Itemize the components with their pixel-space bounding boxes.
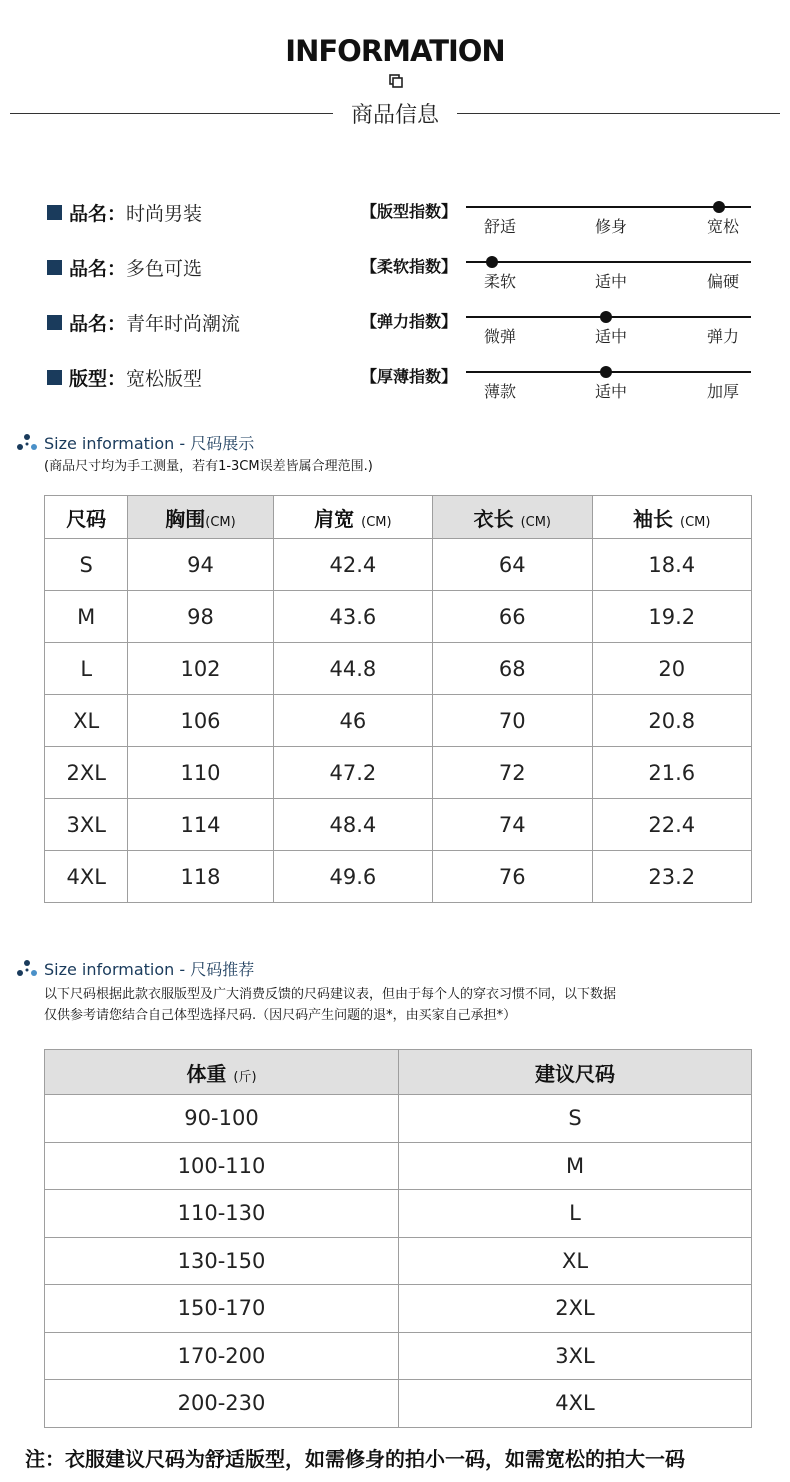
table-row — [45, 1332, 752, 1380]
table-cell: 3XL — [399, 1332, 752, 1380]
scale-option: 微弹 — [484, 327, 517, 346]
scale-option: 加厚 — [707, 382, 740, 401]
table-cell: 170-200 — [45, 1332, 399, 1380]
scale-option: 舒适 — [484, 217, 517, 236]
table-cell: 130-150 — [45, 1237, 399, 1285]
table-cell: 100-110 — [45, 1142, 399, 1190]
subtitle-row — [0, 98, 790, 128]
table-cell: S — [45, 539, 128, 591]
attribute-key: 版型： — [69, 368, 127, 390]
table-cell: 90-100 — [45, 1095, 399, 1143]
attribute-value: 多色可选 — [126, 258, 203, 280]
table-row — [45, 695, 752, 747]
fan-icon — [16, 434, 38, 452]
table-cell: 23.2 — [592, 851, 751, 903]
table-row — [45, 643, 752, 695]
table-cell: 43.6 — [273, 591, 432, 643]
table-row — [45, 851, 752, 903]
table-cell: 20 — [592, 643, 751, 695]
scale-option: 弹力 — [707, 327, 740, 346]
table-row — [45, 591, 752, 643]
attribute-key: 品名： — [69, 203, 127, 225]
attribute-value: 宽松版型 — [126, 368, 203, 390]
attribute-row — [47, 254, 202, 281]
table-cell: 98 — [128, 591, 273, 643]
attribute-value: 青年时尚潮流 — [126, 313, 241, 335]
table-cell: L — [45, 643, 128, 695]
table-cell: 4XL — [399, 1380, 752, 1428]
table-cell: 2XL — [45, 747, 128, 799]
attribute-key: 品名： — [69, 258, 127, 280]
scale-option: 柔软 — [484, 272, 517, 291]
attribute-value: 时尚男装 — [126, 203, 203, 225]
attribute-row — [47, 309, 240, 336]
page-subtitle: 商品信息 — [350, 103, 439, 128]
column-header: 尺码 — [45, 496, 128, 539]
table-cell: 4XL — [45, 851, 128, 903]
scale-option: 适中 — [595, 382, 628, 401]
table-cell: 19.2 — [592, 591, 751, 643]
size-table — [44, 495, 752, 903]
index-scale — [466, 198, 751, 238]
table-row — [45, 1190, 752, 1238]
section-heading — [16, 431, 254, 454]
index-label: 【弹力指数】 — [361, 312, 458, 331]
table-cell: 20.8 — [592, 695, 751, 747]
scale-option: 宽松 — [707, 217, 740, 236]
table-cell: XL — [399, 1237, 752, 1285]
section-note — [44, 984, 616, 1026]
footer-note: 注：衣服建议尺码为舒适版型，如需修身的拍小一码，如需宽松的拍大一码 — [25, 1447, 685, 1471]
table-row — [45, 799, 752, 851]
note-line: 以下尺码根据此款衣服版型及广大消费反馈的尺码建议表，但由于每个人的穿衣习惯不同，以下数据 — [44, 987, 617, 1002]
table-row — [45, 1095, 752, 1143]
recommend-table — [44, 1049, 752, 1428]
table-cell: 114 — [128, 799, 273, 851]
table-row — [45, 1142, 752, 1190]
section-note: (商品尺寸均为手工测量，若有1-3CM误差皆属合理范围.) — [44, 459, 373, 474]
table-cell: 3XL — [45, 799, 128, 851]
column-header: 袖长 (CM) — [592, 496, 751, 539]
table-cell: 42.4 — [273, 539, 432, 591]
bullet-square-icon — [47, 315, 62, 330]
table-cell: M — [399, 1142, 752, 1190]
table-row — [45, 1380, 752, 1428]
table-cell: 68 — [433, 643, 592, 695]
bullet-square-icon — [47, 205, 62, 220]
table-cell: 46 — [273, 695, 432, 747]
table-header-row — [45, 1050, 752, 1095]
table-cell: 64 — [433, 539, 592, 591]
table-cell: 106 — [128, 695, 273, 747]
table-cell: 74 — [433, 799, 592, 851]
page-title: INFORMATION — [285, 34, 505, 68]
fan-icon — [16, 960, 38, 978]
table-cell: 66 — [433, 591, 592, 643]
scale-bar — [466, 261, 751, 263]
scale-marker — [600, 366, 612, 378]
scale-option: 偏硬 — [707, 272, 740, 291]
scale-option: 适中 — [595, 272, 628, 291]
section-heading — [16, 957, 254, 980]
index-label: 【柔软指数】 — [361, 257, 458, 276]
divider — [457, 113, 780, 114]
table-cell: 21.6 — [592, 747, 751, 799]
table-cell: 49.6 — [273, 851, 432, 903]
index-label: 【版型指数】 — [361, 202, 458, 221]
bullet-square-icon — [47, 260, 62, 275]
table-row — [45, 1285, 752, 1333]
table-header-row — [45, 496, 752, 539]
table-row — [45, 539, 752, 591]
section-title: Size information - 尺码展示 — [44, 434, 255, 453]
table-cell: 110 — [128, 747, 273, 799]
column-header: 体重 (斤) — [45, 1050, 399, 1095]
table-cell: 118 — [128, 851, 273, 903]
table-cell: 18.4 — [592, 539, 751, 591]
note-line: 仅供参考请您结合自己体型选择尺码.（因尺码产生问题的退*，由买家自己承担*） — [44, 1008, 517, 1023]
table-cell: 2XL — [399, 1285, 752, 1333]
attribute-row — [47, 364, 202, 391]
bullet-square-icon — [47, 370, 62, 385]
scale-marker — [600, 311, 612, 323]
column-header: 衣长 (CM) — [433, 496, 592, 539]
index-scale — [466, 308, 751, 348]
scale-option: 适中 — [595, 327, 628, 346]
table-cell: 44.8 — [273, 643, 432, 695]
table-cell: 47.2 — [273, 747, 432, 799]
table-cell: 94 — [128, 539, 273, 591]
table-cell: 48.4 — [273, 799, 432, 851]
table-cell: S — [399, 1095, 752, 1143]
table-cell: 110-130 — [45, 1190, 399, 1238]
table-row — [45, 747, 752, 799]
table-cell: XL — [45, 695, 128, 747]
table-cell: 102 — [128, 643, 273, 695]
scale-option: 薄款 — [484, 382, 517, 401]
table-row — [45, 1237, 752, 1285]
table-cell: L — [399, 1190, 752, 1238]
scale-marker — [486, 256, 498, 268]
column-header: 建议尺码 — [399, 1050, 752, 1095]
table-cell: 200-230 — [45, 1380, 399, 1428]
scale-bar — [466, 206, 751, 208]
attribute-key: 品名： — [69, 313, 127, 335]
column-header: 胸围(CM) — [128, 496, 273, 539]
table-cell: 150-170 — [45, 1285, 399, 1333]
copy-icon — [389, 74, 403, 88]
index-label: 【厚薄指数】 — [361, 367, 458, 386]
table-cell: 22.4 — [592, 799, 751, 851]
scale-option: 修身 — [595, 217, 628, 236]
attribute-row — [47, 199, 202, 226]
table-cell: 72 — [433, 747, 592, 799]
column-header: 肩宽 (CM) — [273, 496, 432, 539]
index-scale — [466, 363, 751, 403]
section-title: Size information - 尺码推荐 — [44, 960, 255, 979]
table-cell: 76 — [433, 851, 592, 903]
table-cell: M — [45, 591, 128, 643]
index-scale — [466, 253, 751, 293]
scale-marker — [713, 201, 725, 213]
table-cell: 70 — [433, 695, 592, 747]
